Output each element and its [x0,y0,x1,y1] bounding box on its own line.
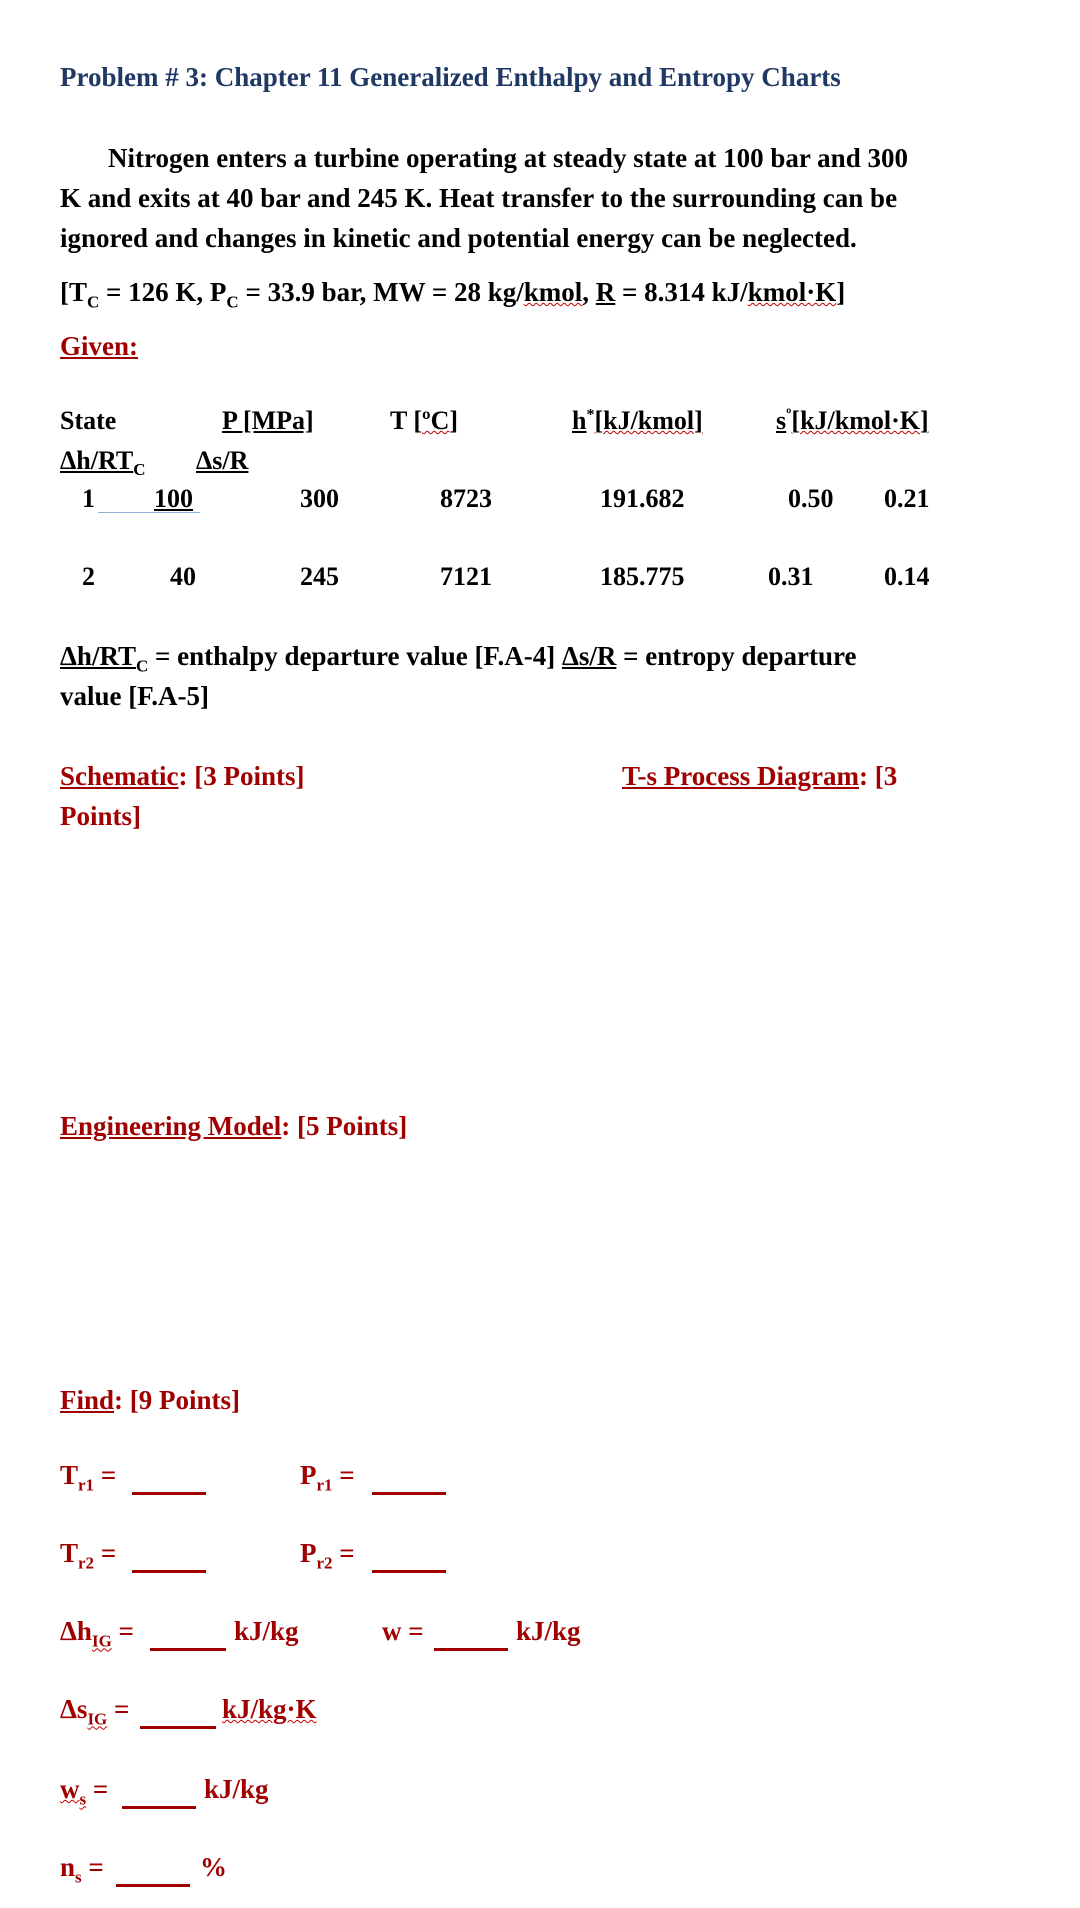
schematic-heading-wrap: Points] [60,801,141,831]
row-1-temperature: 300 [300,484,339,513]
find-heading: Find: [9 Points] [60,1385,241,1415]
ds-ig-answer-blank[interactable] [140,1704,216,1729]
dh-ig-answer-blank[interactable] [150,1626,226,1651]
find-pr1: $P_{r1}$ = [300,1460,355,1495]
header-enthalpy: h*[kJ/kmol] [572,406,703,435]
row-1-enthalpy-departure: 0.50 [788,484,834,513]
ns-answer-blank[interactable] [116,1862,190,1887]
find-dh-ig: $\Delta h_{IG}$ = [60,1616,134,1651]
header-entropy-departure: Δs/R [196,446,249,475]
ds-ig-unit: kJ/kg·K [222,1694,317,1724]
header-pressure: P [MPa] [222,406,314,435]
find-tr1: $T_{r1}$ = [60,1460,117,1495]
tr2-answer-blank[interactable] [132,1548,206,1573]
row-2-enthalpy-departure: 0.31 [768,562,814,591]
header-state: State [60,406,117,435]
header-entropy: $s^º[kJ/kmol\cdot K]$ [776,406,929,435]
find-ds-ig: $\Delta s_{IG}$ = [60,1694,130,1729]
row-2-enthalpy: 7121 [440,562,492,591]
find-tr2: $T_{r2}$ = [60,1538,117,1573]
w-unit: kJ/kg [516,1616,581,1646]
find-pr2: $P_{r2}$ = [300,1538,355,1573]
header-enthalpy-departure: $\Delta h/RT_C$ [60,446,146,480]
ts-diagram-heading: T-s Process Diagram: [3 [622,761,898,791]
problem-line-2: K and exits at 40 bar and 245 K. Heat transfer to the surrounding can be [60,183,898,213]
departure-note-line-1: $\Delta h/RT_C$ = enthalpy departure value [F.A-4] Δs/R = entropy departure [60,641,857,676]
ws-answer-blank[interactable] [122,1784,196,1809]
row-2-entropy: 185.775 [600,562,685,591]
problem-line-1: Nitrogen enters a turbine operating at steady state at 100 bar and 300 [108,143,908,173]
ns-unit: % [200,1852,227,1882]
ws-unit: kJ/kg [204,1774,269,1804]
row-2-state: 2 [82,562,95,591]
departure-note-line-2: value [F.A-5] [60,681,209,711]
row-1-entropy-departure: 0.21 [884,484,930,513]
pr1-answer-blank[interactable] [372,1470,446,1495]
find-ws: $w_s$ = [60,1774,109,1809]
dh-ig-unit: kJ/kg [234,1616,299,1646]
row-1-pressure: 100 [154,484,193,513]
row-1-state: 1 [82,484,95,513]
pr2-answer-blank[interactable] [372,1548,446,1573]
page-title: Problem # 3: Chapter 11 Generalized Enthalpy and Entropy Charts [60,62,841,92]
header-temperature: T [ºC] [390,406,459,435]
row-2-pressure: 40 [170,562,196,591]
given-label: Given: [60,331,138,361]
row-2-temperature: 245 [300,562,339,591]
find-ns: $n_s$ = [60,1852,104,1887]
schematic-heading: Schematic: [3 Points] [60,761,305,791]
row-1-entropy: 191.682 [600,484,685,513]
row-1-enthalpy: 8723 [440,484,492,513]
engineering-model-heading: Engineering Model: [5 Points] [60,1111,408,1141]
find-w: w = [382,1616,424,1646]
row-2-entropy-departure: 0.14 [884,562,930,591]
constants-line: [$T_C = 126$ K, $P_C = 33.9$ bar, MW = 28 kg/kmol, R = 8.314 kJ/kmol·K] [60,277,846,312]
tr1-answer-blank[interactable] [132,1470,206,1495]
problem-line-3: ignored and changes in kinetic and potential energy can be neglected. [60,223,857,253]
w-answer-blank[interactable] [434,1626,508,1651]
